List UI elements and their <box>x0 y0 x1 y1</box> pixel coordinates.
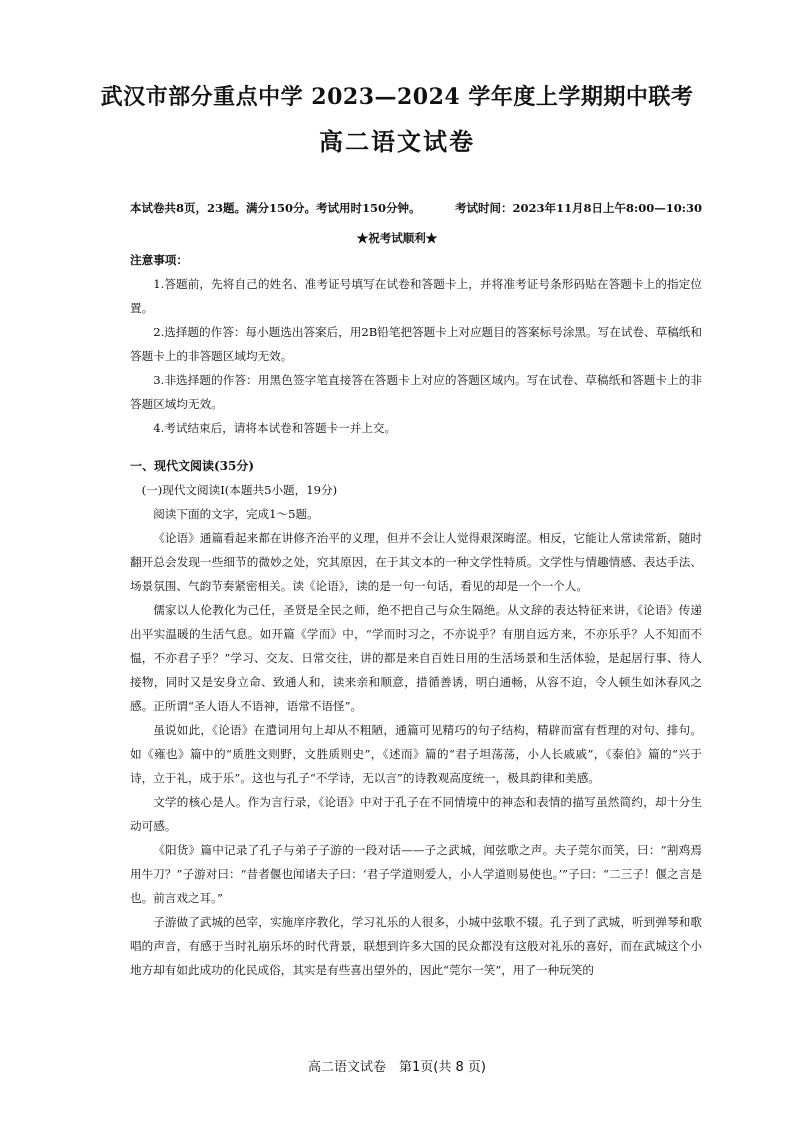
passage-paragraph: 《论语》通篇看起来都在讲修齐治平的义理，但并不会让人觉得艰深晦涩。相反，它能让人常读常新，随时翻开总会发现一些细节的微妙之处，究其原因，在于其文本的一种文学性特质。文学性与情趣情感、表达手法、场景氛围、气韵节奏紧密相关。读《论语》，读的是一句一句话，看见的却是一个一个人。 <box>130 531 702 593</box>
passage-paragraph: 子游做了武城的邑宰，实施庠序教化，学习礼乐的人很多，小城中弦歌不辍。孔子到了武城，听到弹琴和歌唱的声音，有感于当时礼崩乐坏的时代背景，联想到许多大国的民众都没有这般对礼乐的喜好，而在武城这个小地方却有如此成功的化民成俗，其实是有些喜出望外的，因此“莞尔一笑”，用了一种玩笑的 <box>130 915 702 977</box>
page-footer: 高二语文试卷 第1页(共 8 页) <box>308 1060 486 1075</box>
exam-info <box>130 200 702 216</box>
exam-info-right: 考试时间：2023年11月8日上午8:00—10:30 <box>454 201 702 215</box>
passage-paragraph: 《阳货》篇中记录了孔子与弟子子游的一段对话——子之武城，闻弦歌之声。夫子莞尔而笑，曰：“割鸡焉用牛刀？”子游对曰：“昔者偃也闻诸夫子曰：‘君子学道则爱人，小人学道则易使也。’”子曰：“二三子！偃之言是也。前言戏之耳。” <box>130 843 702 905</box>
reading-instruction: 阅读下面的文字，完成1～5题。 <box>153 507 319 521</box>
note-item: 1.答题前，先将自己的姓名、准考证号填写在试卷和答题卡上，并将准考证号条形码贴在答题卡上的指定位置。 <box>130 277 702 315</box>
exam-subtitle: 高二语文试卷 <box>319 127 475 156</box>
passage-paragraph: 文学的核心是人。作为言行录，《论语》中对于孔子在不同情境中的神态和表情的描写虽然简约，却十分生动可感。 <box>130 795 702 833</box>
section-heading: 一、现代文阅读(35分) <box>130 459 255 473</box>
note-item: 2.选择题的作答：每小题选出答案后，用2B铅笔把答题卡上对应题目的答案标号涂黑。写在试卷、草稿纸和答题卡上的非答题区域均无效。 <box>130 325 702 363</box>
note-item: 3.非选择题的作答：用黑色签字笔直接答在答题卡上对应的答题区域内。写在试卷、草稿纸和答题卡上的非答题区域均无效。 <box>130 373 702 411</box>
exam-title: 武汉市部分重点中学 2023—2024 学年度上学期期中联考 <box>100 84 694 110</box>
subsection-heading: (一)现代文阅读Ⅰ(本题共5小题，19分) <box>141 483 338 497</box>
notes-heading: 注意事项： <box>130 253 188 267</box>
note-item: 4.考试结束后，请将本试卷和答题卡一并上交。 <box>153 421 397 435</box>
exam-body <box>130 248 702 982</box>
passage-paragraph: 儒家以人伦教化为己任，圣贤是全民之师，绝不把自己与众生隔绝。从文辞的表达特征来讲，《论语》传递出平实温暖的生活气息。如开篇《学而》中，“学而时习之，不亦说乎？有朋自远方来，不亦乐乎？人不知而不愠，不亦君子乎？”学习、交友、日常交往，讲的都是来自百姓日用的生活场景和生活体验，是起居行事、待人接物，同时又是安身立命、致通人和，读来亲和顺意，措循善诱，明白通畅，从容不迫，令人顿生如沐春风之感。正所谓“圣人语人不语神，语常不语怪”。 <box>130 603 702 713</box>
exam-info-left: 本试卷共8页，23题。满分150分。考试用时150分钟。 <box>130 201 421 215</box>
good-luck-line: ★祝考试顺利★ <box>356 231 438 245</box>
passage-paragraph: 虽说如此，《论语》在遣词用句上却从不粗陋，通篇可见精巧的句子结构，精辟而富有哲理的对句、排句。如《雍也》篇中的“质胜文则野，文胜质则史”，《述而》篇的“君子坦荡荡，小人长戚戚”，《泰伯》篇的“兴于诗，立于礼，成于乐”。这也与孔子“不学诗，无以言”的诗教观高度统一，极具韵律和美感。 <box>130 723 702 785</box>
